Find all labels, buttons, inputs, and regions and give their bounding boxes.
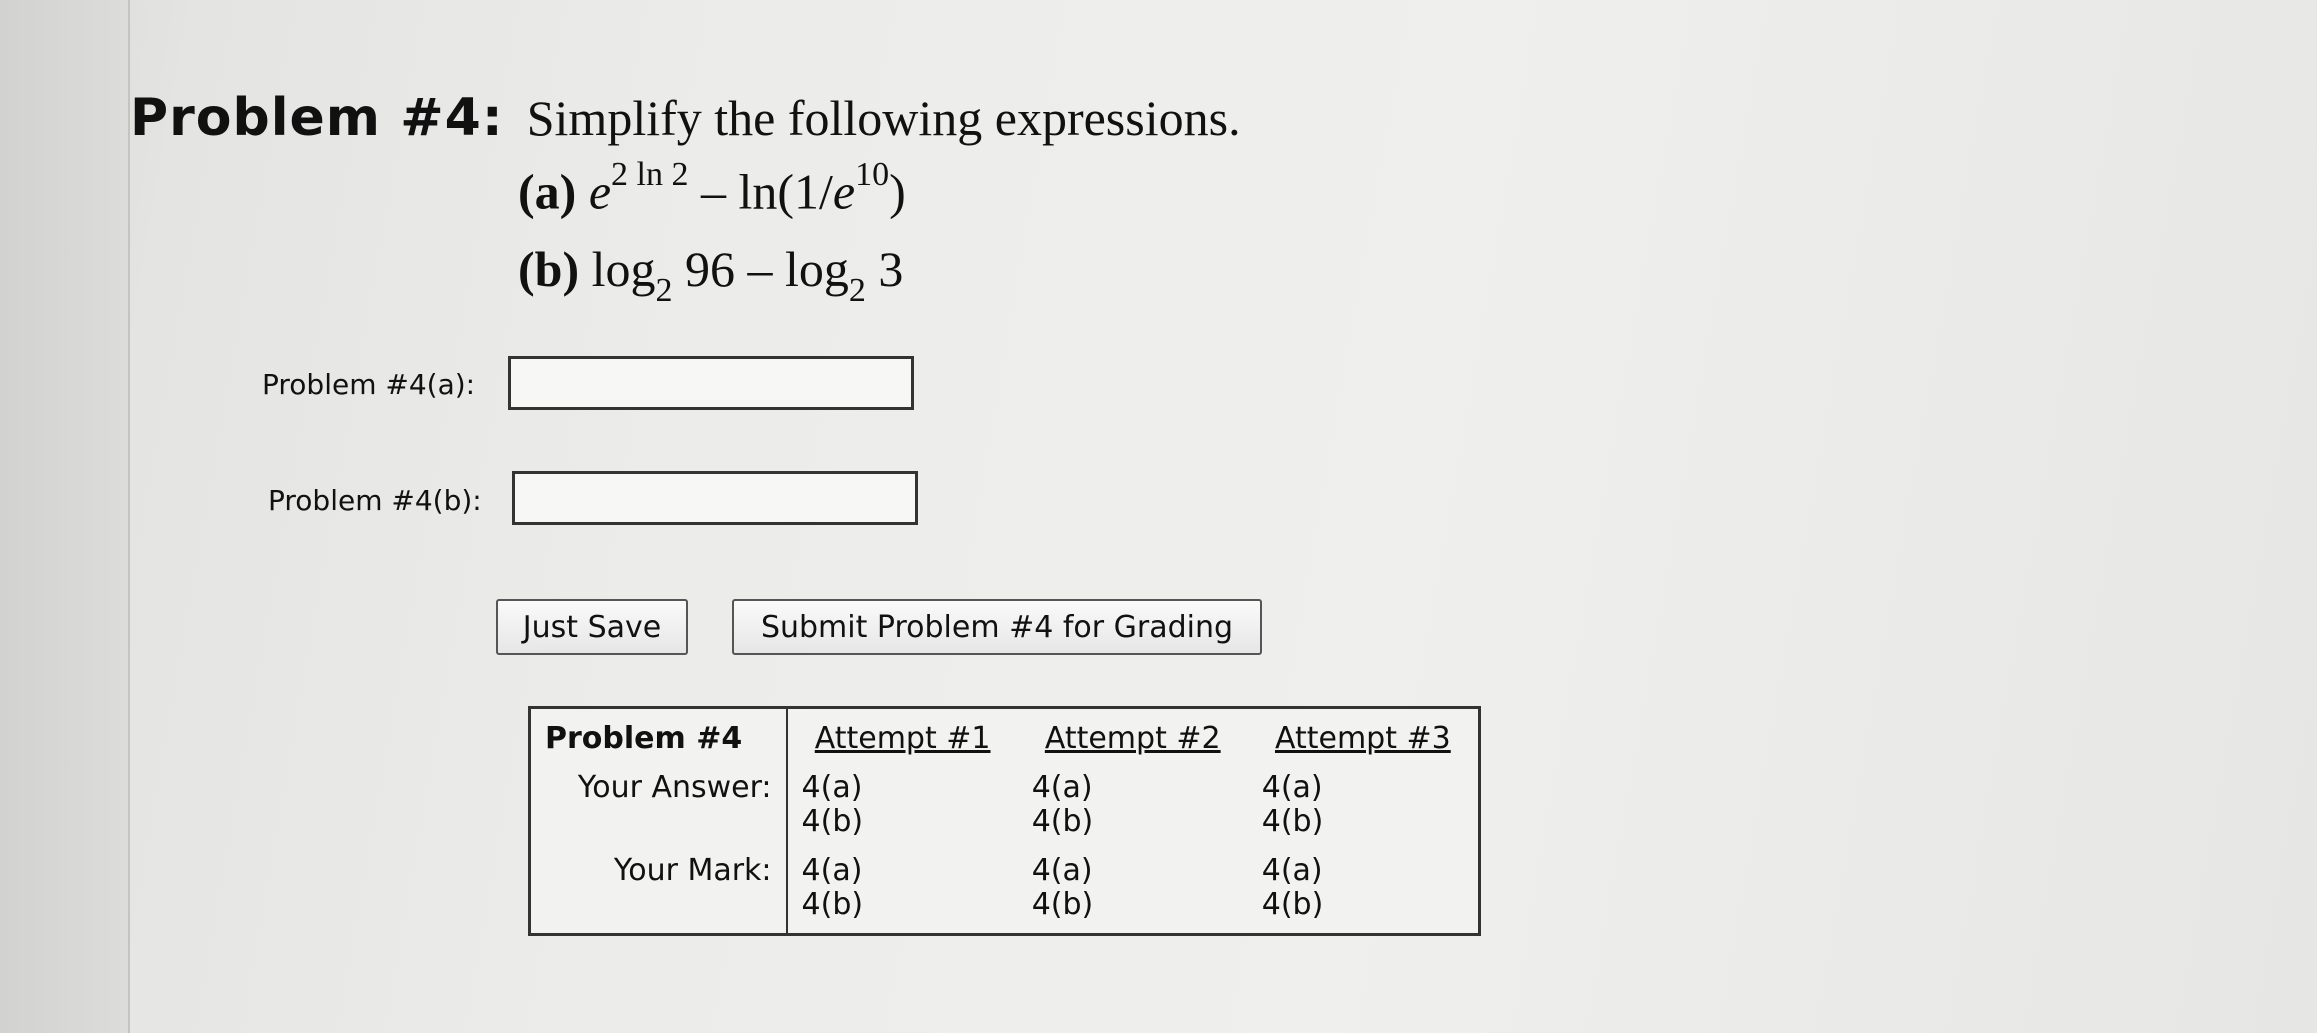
- attempts-table: [528, 706, 1481, 936]
- attempt-1-mark-b: 4(b): [801, 886, 864, 922]
- expression-b-log1-arg: 96: [672, 241, 736, 297]
- attempt-3-header: Attempt #3: [1274, 720, 1451, 756]
- attempt-2-header: Attempt #2: [1044, 720, 1221, 756]
- page-left-margin: [0, 0, 130, 1033]
- attempt-3-answer-cell: [1248, 767, 1480, 850]
- expression-a-close: ): [889, 163, 906, 220]
- expression-a-minus: –: [688, 163, 739, 220]
- expression-b-log2-arg: 3: [865, 241, 904, 297]
- expression-b-minus: –: [735, 241, 786, 297]
- expression-a-ln: ln(1/: [738, 163, 833, 220]
- attempt-1-mark-a: 4(a): [801, 852, 863, 888]
- attempts-header-row: [530, 708, 1480, 768]
- expression-b: [518, 240, 904, 309]
- your-answer-label: [530, 767, 787, 850]
- attempt-3-answer-b: 4(b): [1261, 804, 1324, 839]
- answer-b-label: Problem #4(b):: [268, 484, 482, 517]
- attempt-2-mark-b: 4(b): [1031, 886, 1094, 922]
- attempt-2-answer-a: 4(a): [1031, 770, 1093, 805]
- attempt-1-mark-cell: [787, 850, 1018, 935]
- problem-instruction: Simplify the following expressions.: [526, 90, 1241, 146]
- your-answer-label-text: Your Answer:: [577, 770, 772, 805]
- attempt-1-header: Attempt #1: [787, 708, 1018, 768]
- part-b-label: (b): [518, 241, 580, 297]
- your-mark-label-text: Your Mark:: [613, 852, 772, 888]
- problem-header: [130, 88, 1241, 148]
- expression-a: [518, 156, 906, 221]
- submit-for-grading-button[interactable]: Submit Problem #4 for Grading: [732, 599, 1262, 655]
- attempt-1-answer-b: 4(b): [801, 804, 864, 839]
- expression-a-base: e: [588, 163, 612, 220]
- attempt-2-answer-b: 4(b): [1031, 804, 1094, 839]
- attempt-2-mark-cell: [1018, 850, 1248, 935]
- expression-a-exponent: 2 ln 2: [611, 156, 689, 193]
- attempt-2-mark-a: 4(a): [1031, 852, 1093, 888]
- problem-title: Problem #4:: [130, 88, 504, 148]
- attempts-corner-label: Problem #4: [545, 720, 743, 756]
- just-save-button[interactable]: Just Save: [496, 599, 688, 655]
- expression-b-log1-base: 2: [655, 272, 673, 309]
- attempt-2-answer-cell: [1018, 767, 1248, 850]
- expression-b-log2: log: [785, 241, 849, 297]
- answer-b-input[interactable]: [512, 471, 918, 525]
- expression-a-inner-base: e: [832, 163, 856, 220]
- answer-a-label: Problem #4(a):: [262, 368, 476, 401]
- answer-a-input[interactable]: [508, 356, 914, 410]
- expression-b-log1: log: [591, 241, 656, 297]
- attempt-3-mark-a: 4(a): [1261, 852, 1323, 888]
- attempt-1-answer-cell: [787, 767, 1018, 850]
- attempt-3-mark-b: 4(b): [1261, 886, 1324, 922]
- attempt-3-mark-cell: [1248, 850, 1480, 935]
- your-mark-label: [530, 850, 787, 935]
- attempt-3-answer-a: 4(a): [1261, 770, 1323, 805]
- attempt-1-answer-a: 4(a): [801, 770, 863, 805]
- expression-a-inner-exponent: 10: [855, 156, 890, 193]
- your-mark-row: [530, 850, 1480, 935]
- expression-b-log2-base: 2: [848, 272, 866, 309]
- part-a-label: (a): [518, 163, 577, 220]
- your-answer-row: [530, 767, 1480, 850]
